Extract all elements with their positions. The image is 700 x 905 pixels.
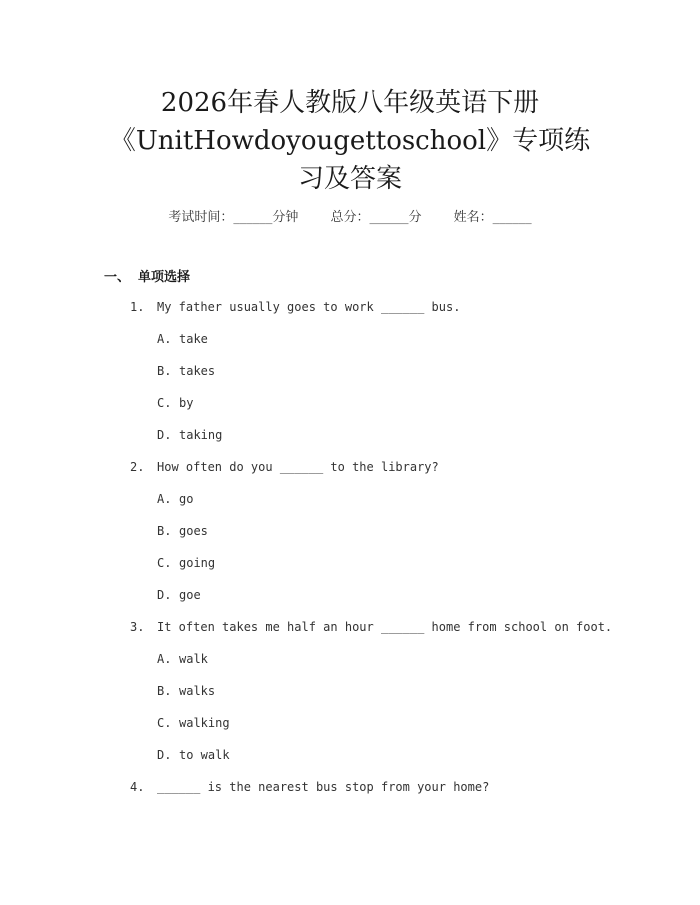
option-2a [130, 488, 630, 520]
option-3a [130, 648, 630, 680]
option-letter: D. [157, 748, 172, 762]
option-letter: A. [157, 652, 172, 666]
question-number: 4. [130, 780, 145, 794]
option-letter: D. [157, 428, 172, 442]
option-1b [130, 360, 630, 392]
section-heading [104, 266, 190, 285]
option-text: take [179, 332, 208, 346]
option-letter: C. [157, 396, 172, 410]
option-text: walk [179, 652, 208, 666]
question-text: How often do you ______ to the library? [157, 460, 439, 474]
option-text: walks [179, 684, 216, 698]
option-1c [130, 392, 630, 424]
option-3b [130, 680, 630, 712]
option-text: go [179, 492, 194, 506]
exam-score: 总分：______分 [330, 210, 422, 225]
option-2b [130, 520, 630, 552]
option-text: taking [179, 428, 223, 442]
option-letter: A. [157, 492, 172, 506]
section-title: 单项选择 [138, 270, 191, 285]
option-text: goe [179, 588, 201, 602]
option-2d [130, 584, 630, 616]
option-text: walking [179, 716, 230, 730]
question-text: My father usually goes to work ______ bus. [157, 300, 461, 314]
option-text: by [179, 396, 194, 410]
option-1a [130, 328, 630, 360]
question-number: 1. [130, 300, 145, 314]
question-text: ______ is the nearest bus stop from your home? [157, 780, 490, 794]
option-text: to walk [179, 748, 230, 762]
option-text: goes [179, 524, 208, 538]
option-text: going [179, 556, 216, 570]
option-letter: D. [157, 588, 172, 602]
question-2 [130, 456, 630, 488]
option-2c [130, 552, 630, 584]
student-name: 姓名：______ [453, 210, 532, 225]
option-letter: B. [157, 524, 172, 538]
question-4 [130, 776, 630, 808]
question-list [130, 296, 630, 808]
option-letter: C. [157, 556, 172, 570]
option-text: takes [179, 364, 216, 378]
question-1 [130, 296, 630, 328]
option-letter: C. [157, 716, 172, 730]
question-number: 2. [130, 460, 145, 474]
question-text: It often takes me half an hour ______ home from school on foot. [157, 620, 613, 634]
document-title: 2026年春人教版八年级英语下册《UnitHowdoyougettoschool》专项练习及答案 [109, 88, 591, 194]
option-letter: B. [157, 364, 172, 378]
option-letter: A. [157, 332, 172, 346]
exam-info [0, 206, 700, 225]
section-number: 一、 [104, 270, 131, 285]
option-3d [130, 744, 630, 776]
exam-time: 考试时间：______分钟 [168, 210, 299, 225]
option-1d [130, 424, 630, 456]
question-3 [130, 616, 630, 648]
option-letter: B. [157, 684, 172, 698]
question-number: 3. [130, 620, 145, 634]
option-3c [130, 712, 630, 744]
